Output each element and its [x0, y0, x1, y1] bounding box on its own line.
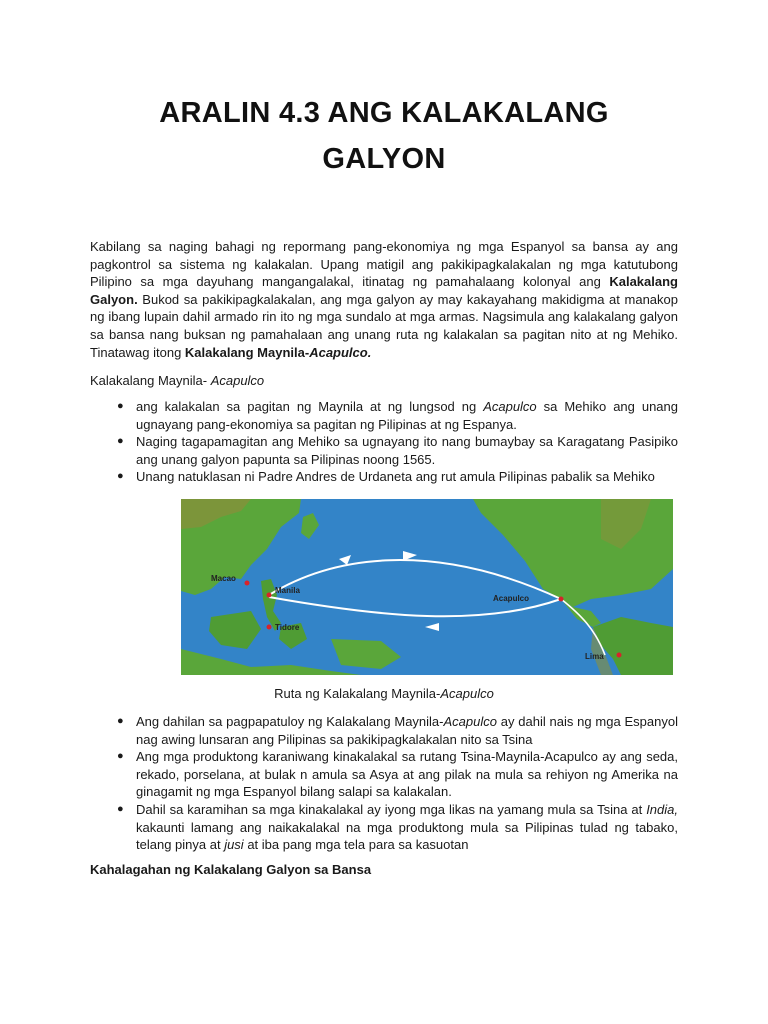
- macao-label: Macao: [211, 574, 236, 583]
- intro-text-2: Bukod sa pakikipagkalakalan, ang mga galyon ay may kakayahang makidigma at manakop ng ibang lupain dahil armado rin ito ng mga sundalo at mga armas. Nagsimula ang kalakalang galyon sa bansa nang buksan ng pamahalaan ang unang ruta ng kalakalan sa pagitan nito at ng Mehiko. Tinatawag itong: [90, 291, 678, 360]
- lima-label: Lima: [585, 652, 604, 661]
- caption-italic: Acapulco: [440, 686, 494, 701]
- intro-paragraph: [90, 238, 678, 361]
- bullet-list-2: [90, 713, 678, 854]
- intro-bold-2: [185, 345, 371, 360]
- intro-bold-2-italic: Acapulco.: [309, 344, 372, 360]
- bullet-text: ang kalakalan sa pagitan ng Maynila at ng lungsod ng: [136, 399, 484, 414]
- section1-label-italic: Acapulco: [210, 373, 265, 388]
- section1-label: Kalakalang Maynila-: [90, 373, 211, 388]
- list-item: [90, 468, 678, 486]
- bullet-icon: ●: [117, 435, 124, 448]
- tidore-label: Tidore: [275, 623, 300, 632]
- intro-bold-2-text: Kalakalang Maynila-: [184, 344, 310, 360]
- list-item: [90, 713, 678, 748]
- acapulco-label: Acapulco: [493, 594, 530, 603]
- acapulco-marker-icon: [559, 597, 564, 602]
- bullet-text-cont: kakaunti lamang ang naikakalakal na mga produktong mula sa Pilipinas tulad ng tabako, telang pinya at: [136, 819, 678, 853]
- caption-text: Ruta ng Kalakalang Maynila-: [274, 686, 441, 701]
- trade-route-map: [181, 499, 673, 675]
- bullet-text-end: at iba pang mga tela para sa kasuotan: [243, 837, 469, 853]
- title-line-1: ARALIN 4.3 ANG KALAKALANG: [159, 97, 609, 129]
- manila-label: Manila: [275, 586, 300, 595]
- bullet-text: Ang mga produktong karaniwang kinakalakal sa rutang Tsina-Maynila-Acapulco ay ang seda, rekado, porselana, at bulak n amula sa Asya at ang pilak na mula sa rehiyon ng Amerika na ginagamit ng mga Espanyol bilang salapi sa kalakalan.: [136, 749, 678, 800]
- section-heading-kahalagahan: Kahalagahan ng Kalakalang Galyon sa Bansa: [90, 862, 372, 877]
- bullet-text: Ang dahilan sa pagpapatuloy ng Kalakalang Maynila-: [136, 714, 444, 729]
- section-heading-maynila-acapulco: [90, 372, 264, 390]
- bullet-italic: Acapulco: [483, 399, 537, 414]
- bullet-list-1: [90, 398, 678, 486]
- bullet-text: Unang natuklasan ni Padre Andres de Urdaneta ang rut amula Pilipinas pabalik sa Mehiko: [136, 469, 655, 485]
- list-item: [90, 801, 678, 854]
- intro-text-1: Kabilang sa naging bahagi ng repormang pang-ekonomiya ng mga Espanyol sa bansa ay ang pagkontrol sa sistema ng kalakalan. Upang matigil ang pakikipagkalakalan ng mga katutubong Pilipino sa mga dayuhang mangangalakal, itinatag ng pamahalaang kolonyal ang: [90, 239, 678, 290]
- bullet-icon: ●: [117, 715, 124, 727]
- lima-marker-icon: [617, 653, 622, 658]
- bullet-text-cont: sa Mehiko ang unang ugnayang pang-ekonomiya sa pagitan ng Pilipinas at ng Espanya.: [136, 399, 678, 432]
- bullet-text-cont: ay dahil nais ng mga Espanyol nag awing lunsaran ang Pilipinas sa pakikipagkalakalan nito sa Tsina: [136, 714, 678, 747]
- bullet-icon: ●: [117, 470, 124, 483]
- bullet-icon: ●: [117, 400, 124, 412]
- bullet-italic-2: jusi: [224, 837, 244, 853]
- title-line-2: GALYON: [322, 143, 446, 175]
- bullet-text: Naging tagapamagitan ang Mehiko sa ugnayang ito nang bumaybay sa Karagatang Pasipiko ang unang galyon papunta sa Pilipinas noong 1565.: [136, 434, 678, 467]
- intro-bold-1: Kalakalang Galyon.: [90, 274, 678, 307]
- page-title: [0, 90, 768, 182]
- list-item: [90, 748, 678, 801]
- tidore-marker-icon: [267, 625, 272, 630]
- map-image: [181, 499, 673, 675]
- macao-marker-icon: [245, 581, 250, 586]
- bullet-icon: ●: [117, 750, 124, 763]
- bullet-text: Dahil sa karamihan sa mga kinakalakal ay iyong mga likas na yamang mula sa Tsina at: [136, 801, 647, 817]
- list-item: [90, 433, 678, 468]
- map-caption: [0, 685, 768, 702]
- bullet-icon: ●: [117, 802, 124, 815]
- manila-marker-icon: [267, 593, 272, 598]
- bullet-italic: India,: [646, 801, 678, 817]
- list-item: [90, 398, 678, 433]
- bullet-italic: Acapulco: [443, 714, 497, 729]
